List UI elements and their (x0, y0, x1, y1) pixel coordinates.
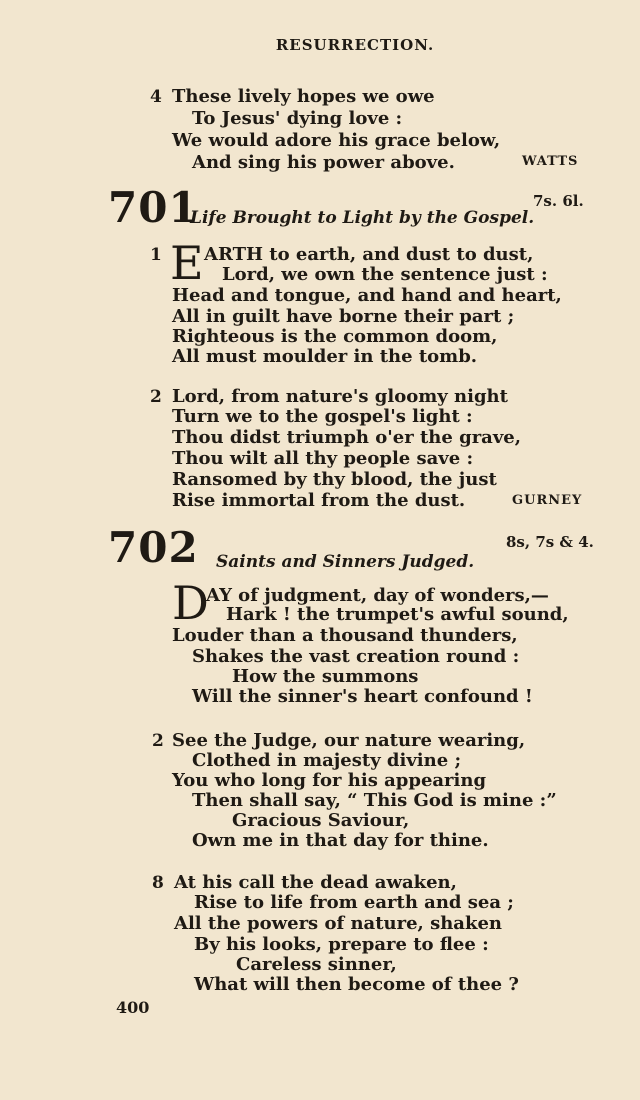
verse-line: Rise to life from earth and sea ; (194, 892, 514, 913)
verse-line: Ransomed by thy blood, the just (172, 469, 497, 490)
verse-line: Lord, from nature's gloomy night (172, 386, 508, 407)
verse-line: All the powers of nature, shaken (174, 913, 502, 934)
verse-line: Louder than a thousand thunders, (172, 625, 518, 646)
hymn-title: Saints and Sinners Judged. (216, 552, 475, 572)
verse-line: Thou didst triumph o'er the grave, (172, 427, 522, 448)
verse-line: What will then become of thee ? (194, 974, 519, 995)
verse-line: Own me in that day for thine. (192, 830, 489, 851)
verse-line: We would adore his grace below, (172, 130, 501, 151)
verse-line: And sing his power above. (192, 152, 455, 173)
stanza-number: 4 (150, 87, 162, 107)
author-attribution: GURNEY (512, 493, 583, 508)
author-attribution: WATTS (522, 154, 579, 169)
drop-cap: D (172, 576, 209, 630)
hymn-number: 701 (108, 183, 199, 232)
verse-line: These lively hopes we owe (172, 86, 435, 107)
verse-line: Lord, we own the sentence just : (222, 264, 548, 285)
verse-line: All must moulder in the tomb. (172, 346, 478, 367)
verse-line: Rise immortal from the dust. (172, 490, 466, 511)
verse-line: By his looks, prepare to flee : (194, 934, 489, 955)
verse-line: Gracious Saviour, (232, 810, 410, 831)
running-header: RESURRECTION. (275, 36, 435, 54)
verse-line: How the summons (232, 666, 419, 687)
stanza-number: 2 (150, 387, 162, 407)
verse-line: Shakes the vast creation round : (192, 646, 520, 667)
verse-line: Clothed in majesty divine ; (192, 750, 462, 771)
stanza-number: 1 (150, 245, 162, 265)
hymn-meter: 7s. 6l. (533, 192, 584, 210)
verse-line: Will the sinner's heart confound ! (192, 686, 533, 707)
verse-line: See the Judge, our nature wearing, (172, 730, 526, 751)
verse-line: Careless sinner, (236, 954, 397, 975)
verse-line: Turn we to the gospel's light : (172, 406, 473, 427)
drop-cap: E (170, 236, 204, 290)
page-number: 400 (116, 998, 150, 1017)
verse-line: All in guilt have borne their part ; (172, 306, 515, 327)
verse-line: Hark ! the trumpet's awful sound, (226, 604, 569, 625)
verse-line: You who long for his appearing (172, 770, 487, 791)
verse-line: At his call the dead awaken, (174, 872, 457, 893)
hymn-number: 702 (108, 523, 199, 572)
verse-line: Righteous is the common doom, (172, 326, 498, 347)
verse-line: AY of judgment, day of wonders,— (206, 585, 549, 606)
hymn-title: Life Brought to Light by the Gospel. (190, 208, 535, 228)
stanza-number: 8 (152, 873, 164, 893)
hymn-meter: 8s, 7s & 4. (506, 533, 594, 551)
verse-line: To Jesus' dying love : (192, 108, 403, 129)
verse-line: Head and tongue, and hand and heart, (172, 285, 562, 306)
stanza-number: 2 (152, 731, 164, 751)
verse-line: ARTH to earth, and dust to dust, (204, 244, 534, 265)
verse-line: Thou wilt all thy people save : (172, 448, 474, 469)
verse-line: Then shall say, “ This God is mine :” (192, 790, 557, 811)
